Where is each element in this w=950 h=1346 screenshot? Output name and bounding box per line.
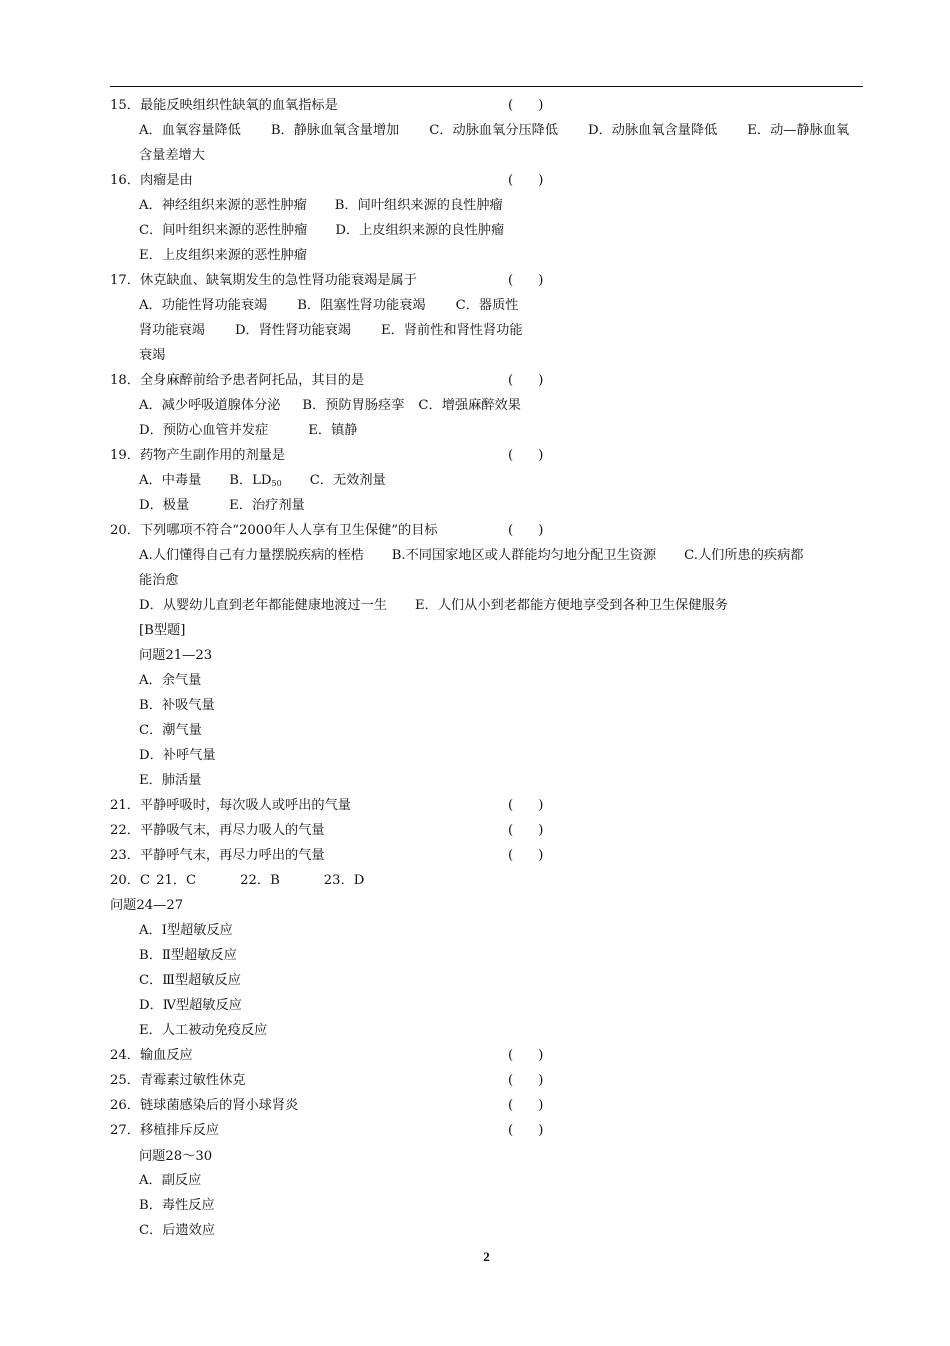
q19-option-e: E．治疗剂量 — [229, 498, 305, 513]
q20-option-d: D．从婴幼儿直到老年都能健康地渡过一生 — [139, 598, 387, 613]
q16-option-c: C．间叶组织来源的恶性肿瘤 — [139, 223, 308, 238]
q17-option-a: A．功能性肾功能衰竭 — [139, 298, 268, 313]
answer-paren: ( ) — [508, 848, 544, 863]
group-3-option-c: C．后遗效应 — [139, 1223, 216, 1238]
q20-option-a: A.人们懂得自己有力量摆脱疾病的桎梏 — [139, 548, 364, 563]
header-rule — [110, 86, 863, 87]
page-number: 2 — [483, 1249, 490, 1264]
q15-option-e-cont: 含量差增大 — [139, 148, 205, 163]
answer-paren: ( ) — [508, 1048, 544, 1063]
answer-paren: ( ) — [508, 523, 544, 538]
q15-option-b: B．静脉血氧含量增加 — [270, 123, 400, 138]
q15-options — [139, 122, 849, 140]
group-1-title: 问题21—23 — [139, 648, 213, 663]
q20-stem: 20．下列哪项不符合“2000年人人享有卫生保健”的目标 — [110, 523, 438, 538]
q17-row-1 — [139, 297, 518, 315]
q19-option-b: B．$LD_{50}$ — [229, 473, 282, 488]
q15-option-a: A．血氧容量降低 — [139, 123, 241, 138]
q21-stem: 21．平静呼吸时，每次吸人或呼出的气量 — [110, 798, 351, 813]
q17-option-e: E．肾前性和肾性肾功能 — [381, 323, 523, 338]
group-2-option-b: B．Ⅱ型超敏反应 — [139, 948, 237, 963]
q23-stem: 23．平静呼气末，再尽力呼出的气量 — [110, 848, 325, 863]
q26-stem: 26．链球菌感染后的肾小球肾炎 — [110, 1098, 299, 1113]
q15-option-d: D．动脉血氧含量降低 — [588, 123, 718, 138]
q27-stem: 27．移植排斥反应 — [110, 1123, 220, 1138]
group-3-option-b: B．毒性反应 — [139, 1198, 215, 1213]
q20-option-b: B.不同国家地区或人群能均匀地分配卫生资源 — [391, 548, 657, 563]
q17-row-2 — [139, 322, 523, 340]
q15-option-e: E．动—静脉血氧 — [747, 123, 850, 138]
q17-option-d: D．肾性肾功能衰竭 — [234, 323, 352, 338]
q19-option-a: A．中毒量 — [139, 473, 202, 488]
q18-stem: 18．全身麻醉前给予患者阿托品，其目的是 — [110, 373, 365, 388]
section-btype: [B型题] — [139, 623, 186, 638]
q18-option-e: E．镇静 — [308, 423, 358, 438]
answer-paren: ( ) — [508, 1073, 544, 1088]
q20-row-1 — [139, 547, 803, 565]
answer-paren: ( ) — [508, 448, 544, 463]
group-2-option-e: E．人工被动免疫反应 — [139, 1023, 268, 1038]
q19-option-c: C．无效剂量 — [309, 473, 386, 488]
q20-option-e: E．人们从小到老都能方便地享受到各种卫生保健服务 — [414, 598, 728, 613]
group-1-option-c: C．潮气量 — [139, 723, 202, 738]
q16-option-b: B．间叶组织来源的良性肿瘤 — [334, 198, 503, 213]
answer-key — [110, 872, 364, 890]
group-3-title: 问题28～30 — [139, 1149, 213, 1164]
group-1-option-e: E．肺活量 — [139, 773, 202, 788]
q18-option-d: D．预防心血管并发症 — [139, 423, 269, 438]
q25-stem: 25．青霉素过敏性休克 — [110, 1073, 246, 1088]
q18-option-c: C．增强麻醉效果 — [418, 398, 521, 413]
q20-row-2 — [139, 597, 728, 615]
q17-option-b: B．阻塞性肾功能衰竭 — [297, 298, 426, 313]
q19-row-1 — [139, 472, 386, 493]
q16-option-a: A．神经组织来源的恶性肿瘤 — [139, 198, 307, 213]
q17-option-c-cont: 肾功能衰竭 — [139, 323, 205, 338]
answer-paren: ( ) — [508, 173, 544, 188]
q18-row-2 — [139, 422, 357, 440]
q24-stem: 24．输血反应 — [110, 1048, 193, 1063]
group-1-option-b: B．补吸气量 — [139, 698, 215, 713]
q19-row-2 — [139, 497, 305, 515]
answer-paren: ( ) — [508, 823, 544, 838]
q16-option-d: D．上皮组织来源的良性肿瘤 — [335, 223, 505, 238]
group-1-option-a: A．余气量 — [139, 673, 202, 688]
q17-option-c: C．器质性 — [455, 298, 519, 313]
q18-row-1 — [139, 397, 521, 415]
q17-option-e-cont: 衰竭 — [139, 348, 166, 363]
answer-paren: ( ) — [508, 1123, 544, 1138]
q18-option-a: A．减少呼吸道腺体分泌 — [139, 398, 281, 413]
q18-option-b: B．预防胃肠痉挛 — [302, 398, 405, 413]
q16-stem: 16．肉瘤是由 — [110, 173, 193, 188]
answer-paren: ( ) — [508, 798, 544, 813]
q19-option-d: D．极量 — [139, 498, 190, 513]
q19-stem: 19．药物产生副作用的剂量是 — [110, 448, 286, 463]
answer-paren: ( ) — [508, 273, 544, 288]
group-2-title: 问题24—27 — [110, 898, 184, 913]
q15-stem: 15．最能反映组织性缺氧的血氧指标是 — [110, 98, 338, 113]
q15-option-c: C．动脉血氧分压降低 — [429, 123, 559, 138]
group-3-option-a: A．副反应 — [139, 1173, 202, 1188]
q17-stem: 17．休克缺血、缺氧期发生的急性肾功能衰竭是属于 — [110, 273, 417, 288]
q20-option-c-cont: 能治愈 — [139, 573, 179, 588]
answer-20: 20．C — [110, 873, 151, 888]
group-2-option-d: D．Ⅳ型超敏反应 — [139, 998, 242, 1013]
q16-row-1 — [139, 197, 503, 215]
q16-row-2 — [139, 222, 504, 240]
group-1-option-d: D．补呼气量 — [139, 748, 216, 763]
q16-option-e: E．上皮组织来源的恶性肿瘤 — [139, 248, 307, 263]
q22-stem: 22．平静吸气末，再尽力吸人的气量 — [110, 823, 325, 838]
q20-option-c: C.人们所患的疾病都 — [684, 548, 804, 563]
answer-paren: ( ) — [508, 98, 544, 113]
group-2-option-c: C．Ⅲ型超敏反应 — [139, 973, 241, 988]
answer-21: 21．C — [156, 873, 197, 888]
group-2-option-a: A．Ⅰ型超敏反应 — [139, 923, 233, 938]
answer-paren: ( ) — [508, 1098, 544, 1113]
answer-23: 23．D — [323, 873, 365, 888]
answer-paren: ( ) — [508, 373, 544, 388]
answer-22: 22．B — [240, 873, 280, 888]
